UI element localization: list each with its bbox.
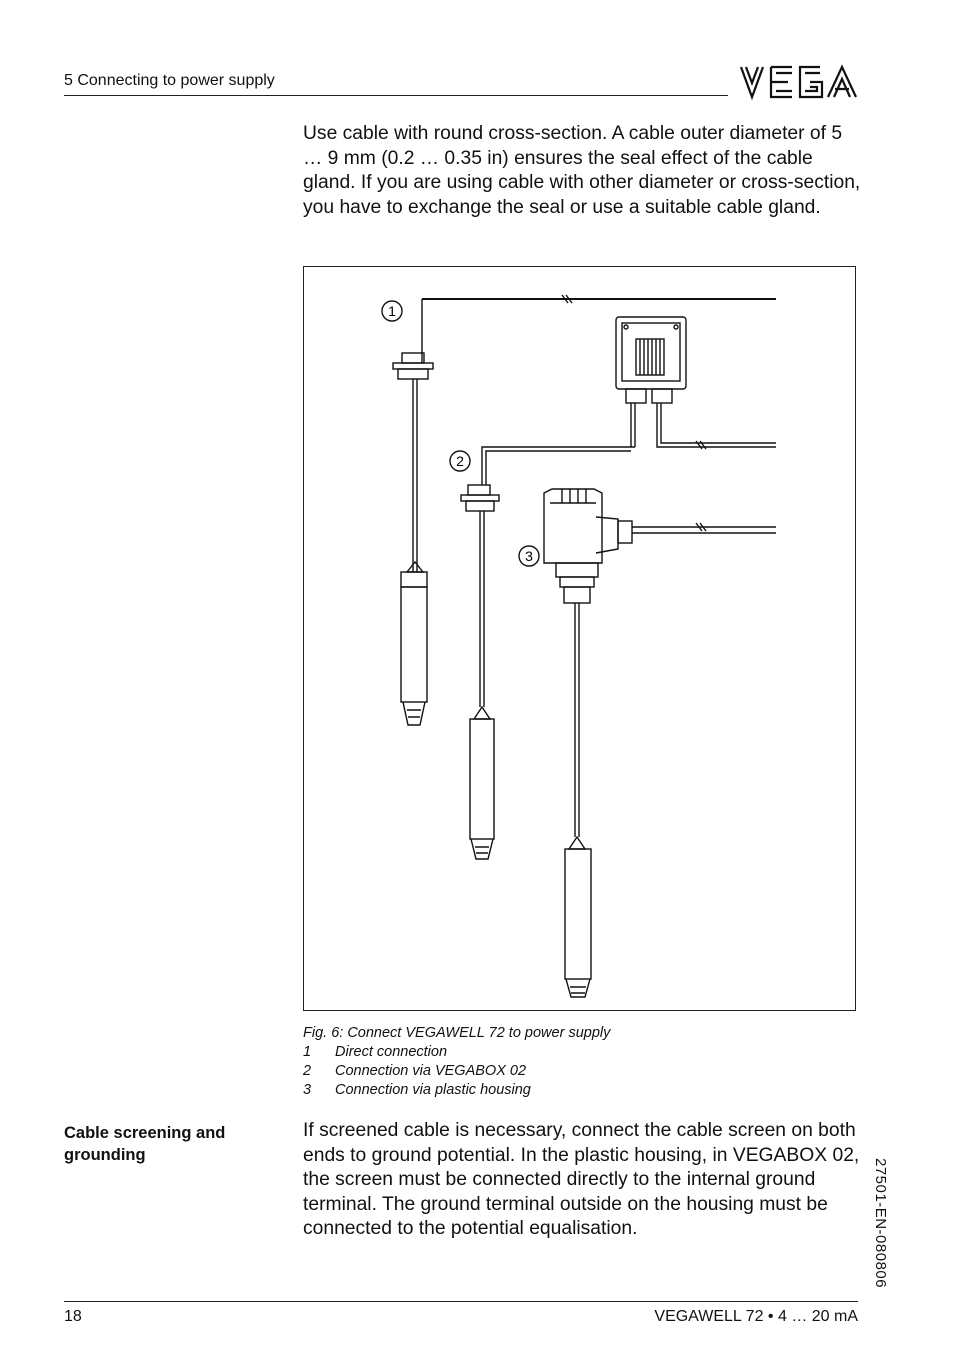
cable-screening-paragraph: If screened cable is necessary, connect the cable screen on both ends to ground potential. In the plastic housing, in VEGABOX 02, the screen must be connected directly to the internal ground terminal. The ground terminal outside on the housing must be connected to the potential equalisation. bbox=[303, 1120, 860, 1240]
footer-product-name: VEGAWELL 72 • 4 … 20 mA bbox=[654, 1308, 858, 1325]
footer-divider bbox=[64, 1301, 858, 1302]
legend-item: 1 Direct connection bbox=[303, 1044, 448, 1060]
figure-legend bbox=[303, 1043, 531, 1100]
header-section-title: 5 Connecting to power supply bbox=[64, 72, 275, 89]
figure-caption: Fig. 6: Connect VEGAWELL 72 to power supply bbox=[303, 1025, 611, 1041]
connection-diagram bbox=[304, 267, 857, 1012]
vega-logo bbox=[738, 63, 860, 101]
intro-paragraph: Use cable with round cross-section. A cable outer diameter of 5 … 9 mm (0.2 … 0.35 in) ensures the seal effect of the cable gland. If you are using cable with other diameter or cross-section, you have to exchange the seal or use a suitable cable gland. bbox=[303, 123, 861, 218]
legend-item: 2 Connection via VEGABOX 02 bbox=[303, 1063, 527, 1079]
cable-screening-heading: Cable screening and grounding bbox=[64, 1124, 226, 1164]
header-divider bbox=[64, 95, 728, 96]
page-number: 18 bbox=[64, 1308, 82, 1325]
marker-2-label: 2 bbox=[456, 453, 464, 469]
document-code: 27501-EN-080806 bbox=[872, 1158, 889, 1289]
legend-item: 3 Connection via plastic housing bbox=[303, 1082, 531, 1098]
marker-3-label: 3 bbox=[525, 548, 533, 564]
marker-1-label: 1 bbox=[388, 303, 396, 319]
connection-figure bbox=[303, 266, 856, 1011]
